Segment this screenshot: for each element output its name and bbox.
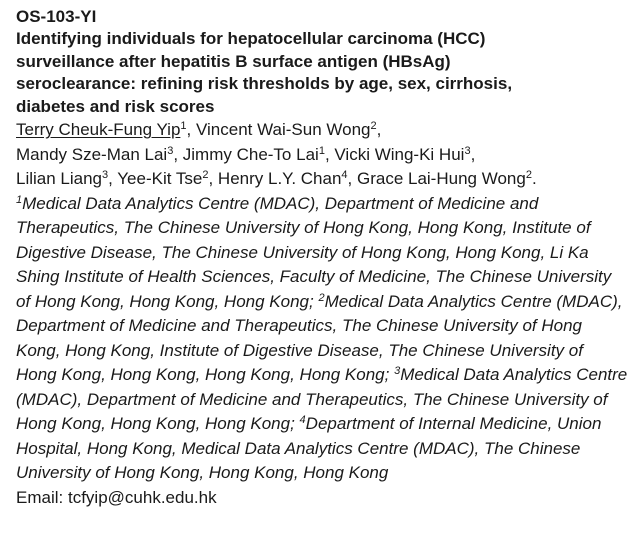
title-line: diabetes and risk scores — [16, 96, 215, 116]
author-separator: , — [186, 120, 196, 139]
author-name: Vicki Wing-Ki Hui — [334, 144, 465, 164]
contact-email-line — [16, 486, 628, 510]
affiliation-text: Medical Data Analytics Centre (MDAC), Department of Medicine and Therapeutics, The Chinese University of Hong Kong, Hong Kong, Institute of Digestive Disease, The Chinese University of Hong Kong, Hong Kong, Hong Kong, Hong Kong; — [16, 291, 623, 384]
author-separator: , — [173, 144, 183, 164]
affiliation-number: 2 — [318, 291, 325, 304]
title-line: Identifying individuals for hepatocellular carcinoma (HCC) — [16, 29, 486, 48]
author-name: Yee-Kit Tse — [117, 169, 203, 188]
affiliation-number: 3 — [394, 365, 401, 377]
author-affiliation-number: 2 — [202, 169, 209, 181]
author-affiliation-number: 2 — [370, 120, 377, 132]
author-separator: , — [324, 144, 335, 164]
abstract-code: OS-103-YI — [16, 7, 97, 26]
email-label: Email: — [16, 487, 68, 507]
author-affiliation-number: 3 — [464, 144, 471, 157]
affiliation-number: 4 — [299, 414, 306, 426]
author-affiliation-number: 1 — [180, 120, 187, 132]
author-name-presenting: Terry Cheuk-Fung Yip — [16, 120, 181, 139]
author-name: Lilian Liang — [16, 169, 103, 188]
author-separator: , — [470, 144, 476, 164]
affiliation-number: 1 — [16, 193, 23, 206]
author-separator: . — [531, 169, 537, 188]
affiliation-text: Medical Data Analytics Centre (MDAC), Department of Medicine and Therapeutics, The Chinese University of Hong Kong, Hong Kong, Institute of Digestive Disease, The Chinese University of Hong Kong, Hong Kong, Li Ka Shing Institute of Health Sciences, Faculty of Medicine, The Chinese University of Hong Kong, Hong Kong, Hong Kong; — [16, 193, 612, 311]
author-separator: , — [376, 120, 382, 139]
author-separator: , — [108, 169, 118, 188]
author-name: Vincent Wai-Sun Wong — [195, 120, 371, 139]
email-address: tcfyip@cuhk.edu.hk — [67, 487, 217, 507]
affiliation-text: Department of Internal Medicine, Union Hospital, Hong Kong, Medical Data Analytics Centre (MDAC), The Chinese University of Hong Kong, Hong Kong, Hong Kong — [16, 414, 602, 482]
abstract-entry — [16, 6, 628, 510]
author-affiliation-number: 1 — [318, 144, 325, 157]
author-separator: , — [347, 169, 357, 188]
title-line: seroclearance: refining risk thresholds by age, sex, cirrhosis, — [16, 74, 513, 93]
author-affiliation-number: 2 — [525, 169, 532, 181]
abstract-title — [16, 28, 628, 118]
author-affiliation-number: 4 — [341, 169, 348, 181]
affiliation-text: Medical Data Analytics Centre (MDAC), Department of Medicine and Therapeutics, The Chinese University of Hong Kong, Hong Kong, Hong Kong; — [16, 365, 628, 433]
affiliation-list — [16, 192, 628, 486]
author-name: Jimmy Che-To Lai — [182, 144, 319, 164]
author-separator: , — [208, 169, 218, 188]
author-affiliation-number: 3 — [102, 169, 109, 181]
title-line: surveillance after hepatitis B surface antigen (HBsAg) — [16, 51, 451, 71]
author-list — [16, 118, 628, 192]
author-name: Grace Lai-Hung Wong — [356, 169, 526, 188]
author-name: Henry L.Y. Chan — [217, 169, 342, 188]
author-affiliation-number: 3 — [167, 144, 174, 157]
author-name: Mandy Sze-Man Lai — [16, 144, 168, 164]
